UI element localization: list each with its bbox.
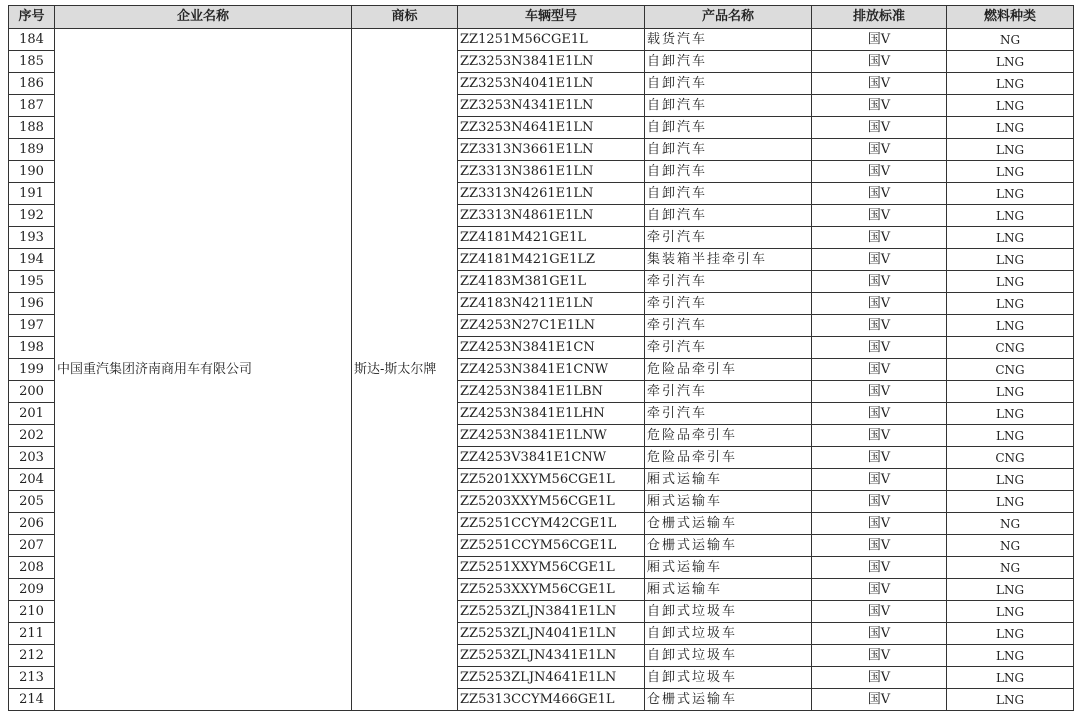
cell-product: 自卸式垃圾车 [645,667,812,689]
cell-product: 牵引汽车 [645,271,812,293]
cell-seq: 199 [9,359,55,381]
table-body [9,29,1074,711]
header-product: 产品名称 [645,6,812,29]
table-row [9,29,1074,51]
cell-fuel: LNG [947,403,1074,425]
cell-emission: 国V [812,73,947,95]
cell-product: 厢式运输车 [645,469,812,491]
cell-seq: 213 [9,667,55,689]
cell-model: ZZ4253N3841E1LBN [458,381,645,403]
cell-fuel: LNG [947,623,1074,645]
cell-emission: 国V [812,623,947,645]
cell-model: ZZ5203XXYM56CGE1L [458,491,645,513]
table-header [9,6,1074,29]
cell-seq: 195 [9,271,55,293]
cell-seq: 201 [9,403,55,425]
cell-seq: 214 [9,689,55,711]
cell-model: ZZ4253N3841E1CN [458,337,645,359]
cell-model: ZZ3253N4641E1LN [458,117,645,139]
cell-fuel: CNG [947,359,1074,381]
cell-product: 牵引汽车 [645,315,812,337]
cell-model: ZZ5313CCYM466GE1L [458,689,645,711]
cell-model: ZZ5253ZLJN4041E1LN [458,623,645,645]
cell-fuel: LNG [947,579,1074,601]
cell-product: 自卸汽车 [645,139,812,161]
cell-fuel: LNG [947,95,1074,117]
cell-fuel: NG [947,557,1074,579]
cell-model: ZZ5253XXYM56CGE1L [458,579,645,601]
cell-seq: 212 [9,645,55,667]
cell-model: ZZ3313N4261E1LN [458,183,645,205]
header-seq: 序号 [9,6,55,29]
cell-fuel: LNG [947,139,1074,161]
cell-seq: 206 [9,513,55,535]
cell-model: ZZ5201XXYM56CGE1L [458,469,645,491]
cell-fuel: CNG [947,447,1074,469]
cell-fuel: LNG [947,205,1074,227]
cell-fuel: LNG [947,469,1074,491]
cell-model: ZZ4181M421GE1LZ [458,249,645,271]
cell-emission: 国V [812,557,947,579]
cell-emission: 国V [812,645,947,667]
cell-seq: 191 [9,183,55,205]
cell-product: 自卸汽车 [645,51,812,73]
cell-product: 集装箱半挂牵引车 [645,249,812,271]
cell-emission: 国V [812,403,947,425]
cell-emission: 国V [812,205,947,227]
cell-fuel: LNG [947,271,1074,293]
cell-emission: 国V [812,425,947,447]
cell-emission: 国V [812,359,947,381]
cell-product: 仓栅式运输车 [645,513,812,535]
cell-emission: 国V [812,579,947,601]
cell-product: 厢式运输车 [645,579,812,601]
cell-product: 自卸汽车 [645,95,812,117]
cell-fuel: LNG [947,183,1074,205]
cell-emission: 国V [812,491,947,513]
cell-fuel: NG [947,535,1074,557]
cell-seq: 193 [9,227,55,249]
cell-emission: 国V [812,381,947,403]
cell-emission: 国V [812,249,947,271]
cell-emission: 国V [812,117,947,139]
cell-fuel: LNG [947,315,1074,337]
cell-fuel: LNG [947,73,1074,95]
cell-product: 危险品牵引车 [645,447,812,469]
cell-product: 自卸汽车 [645,205,812,227]
cell-fuel: LNG [947,425,1074,447]
cell-fuel: LNG [947,601,1074,623]
cell-seq: 190 [9,161,55,183]
cell-product: 自卸式垃圾车 [645,601,812,623]
header-model: 车辆型号 [458,6,645,29]
cell-fuel: NG [947,513,1074,535]
cell-fuel: LNG [947,161,1074,183]
cell-seq: 188 [9,117,55,139]
cell-seq: 209 [9,579,55,601]
cell-seq: 197 [9,315,55,337]
cell-emission: 国V [812,227,947,249]
cell-seq: 204 [9,469,55,491]
cell-fuel: LNG [947,51,1074,73]
cell-model: ZZ5253ZLJN4641E1LN [458,667,645,689]
vehicle-catalog-table [8,5,1074,711]
cell-emission: 国V [812,689,947,711]
cell-product: 载货汽车 [645,29,812,51]
cell-fuel: LNG [947,293,1074,315]
cell-seq: 205 [9,491,55,513]
cell-emission: 国V [812,29,947,51]
cell-fuel: NG [947,29,1074,51]
cell-seq: 202 [9,425,55,447]
cell-seq: 210 [9,601,55,623]
cell-emission: 国V [812,139,947,161]
cell-fuel: LNG [947,645,1074,667]
cell-model: ZZ5253ZLJN4341E1LN [458,645,645,667]
cell-seq: 208 [9,557,55,579]
cell-product: 厢式运输车 [645,491,812,513]
cell-emission: 国V [812,315,947,337]
cell-model: ZZ3253N4341E1LN [458,95,645,117]
cell-product: 厢式运输车 [645,557,812,579]
cell-model: ZZ5253ZLJN3841E1LN [458,601,645,623]
cell-seq: 187 [9,95,55,117]
cell-emission: 国V [812,469,947,491]
cell-model: ZZ3313N3661E1LN [458,139,645,161]
cell-emission: 国V [812,535,947,557]
cell-product: 自卸汽车 [645,183,812,205]
cell-model: ZZ4253N27C1E1LN [458,315,645,337]
cell-product: 牵引汽车 [645,403,812,425]
cell-model: ZZ3313N3861E1LN [458,161,645,183]
cell-fuel: LNG [947,667,1074,689]
cell-product: 牵引汽车 [645,293,812,315]
cell-model: ZZ5251XXYM56CGE1L [458,557,645,579]
cell-model: ZZ4183N4211E1LN [458,293,645,315]
cell-seq: 200 [9,381,55,403]
cell-emission: 国V [812,293,947,315]
cell-seq: 186 [9,73,55,95]
cell-seq: 198 [9,337,55,359]
cell-product: 自卸汽车 [645,117,812,139]
cell-emission: 国V [812,271,947,293]
cell-fuel: LNG [947,249,1074,271]
cell-seq: 185 [9,51,55,73]
cell-model: ZZ5251CCYM56CGE1L [458,535,645,557]
cell-emission: 国V [812,95,947,117]
header-fuel: 燃料种类 [947,6,1074,29]
cell-emission: 国V [812,337,947,359]
cell-product: 危险品牵引车 [645,425,812,447]
cell-model: ZZ4253N3841E1LHN [458,403,645,425]
cell-emission: 国V [812,513,947,535]
cell-seq: 189 [9,139,55,161]
cell-emission: 国V [812,447,947,469]
cell-product: 牵引汽车 [645,227,812,249]
cell-emission: 国V [812,183,947,205]
header-row [9,6,1074,29]
cell-model: ZZ4181M421GE1L [458,227,645,249]
cell-model: ZZ3253N4041E1LN [458,73,645,95]
cell-fuel: LNG [947,227,1074,249]
cell-seq: 207 [9,535,55,557]
header-company: 企业名称 [55,6,352,29]
cell-product: 牵引汽车 [645,381,812,403]
cell-fuel: LNG [947,381,1074,403]
cell-seq: 211 [9,623,55,645]
cell-seq: 203 [9,447,55,469]
cell-product: 牵引汽车 [645,337,812,359]
cell-brand: 斯达-斯太尔牌 [352,29,458,711]
cell-emission: 国V [812,601,947,623]
cell-fuel: CNG [947,337,1074,359]
cell-model: ZZ4183M381GE1L [458,271,645,293]
cell-seq: 194 [9,249,55,271]
cell-fuel: LNG [947,689,1074,711]
cell-emission: 国V [812,161,947,183]
cell-model: ZZ3313N4861E1LN [458,205,645,227]
cell-product: 自卸汽车 [645,161,812,183]
header-emission: 排放标准 [812,6,947,29]
cell-company: 中国重汽集团济南商用车有限公司 [55,29,352,711]
cell-fuel: LNG [947,117,1074,139]
cell-seq: 196 [9,293,55,315]
cell-model: ZZ4253V3841E1CNW [458,447,645,469]
cell-product: 仓栅式运输车 [645,689,812,711]
cell-model: ZZ3253N3841E1LN [458,51,645,73]
cell-seq: 184 [9,29,55,51]
cell-model: ZZ4253N3841E1LNW [458,425,645,447]
cell-product: 危险品牵引车 [645,359,812,381]
header-brand: 商标 [352,6,458,29]
cell-product: 自卸式垃圾车 [645,645,812,667]
cell-product: 自卸式垃圾车 [645,623,812,645]
cell-product: 自卸汽车 [645,73,812,95]
cell-product: 仓栅式运输车 [645,535,812,557]
cell-emission: 国V [812,667,947,689]
cell-fuel: LNG [947,491,1074,513]
cell-model: ZZ5251CCYM42CGE1L [458,513,645,535]
cell-model: ZZ4253N3841E1CNW [458,359,645,381]
cell-seq: 192 [9,205,55,227]
cell-model: ZZ1251M56CGE1L [458,29,645,51]
cell-emission: 国V [812,51,947,73]
